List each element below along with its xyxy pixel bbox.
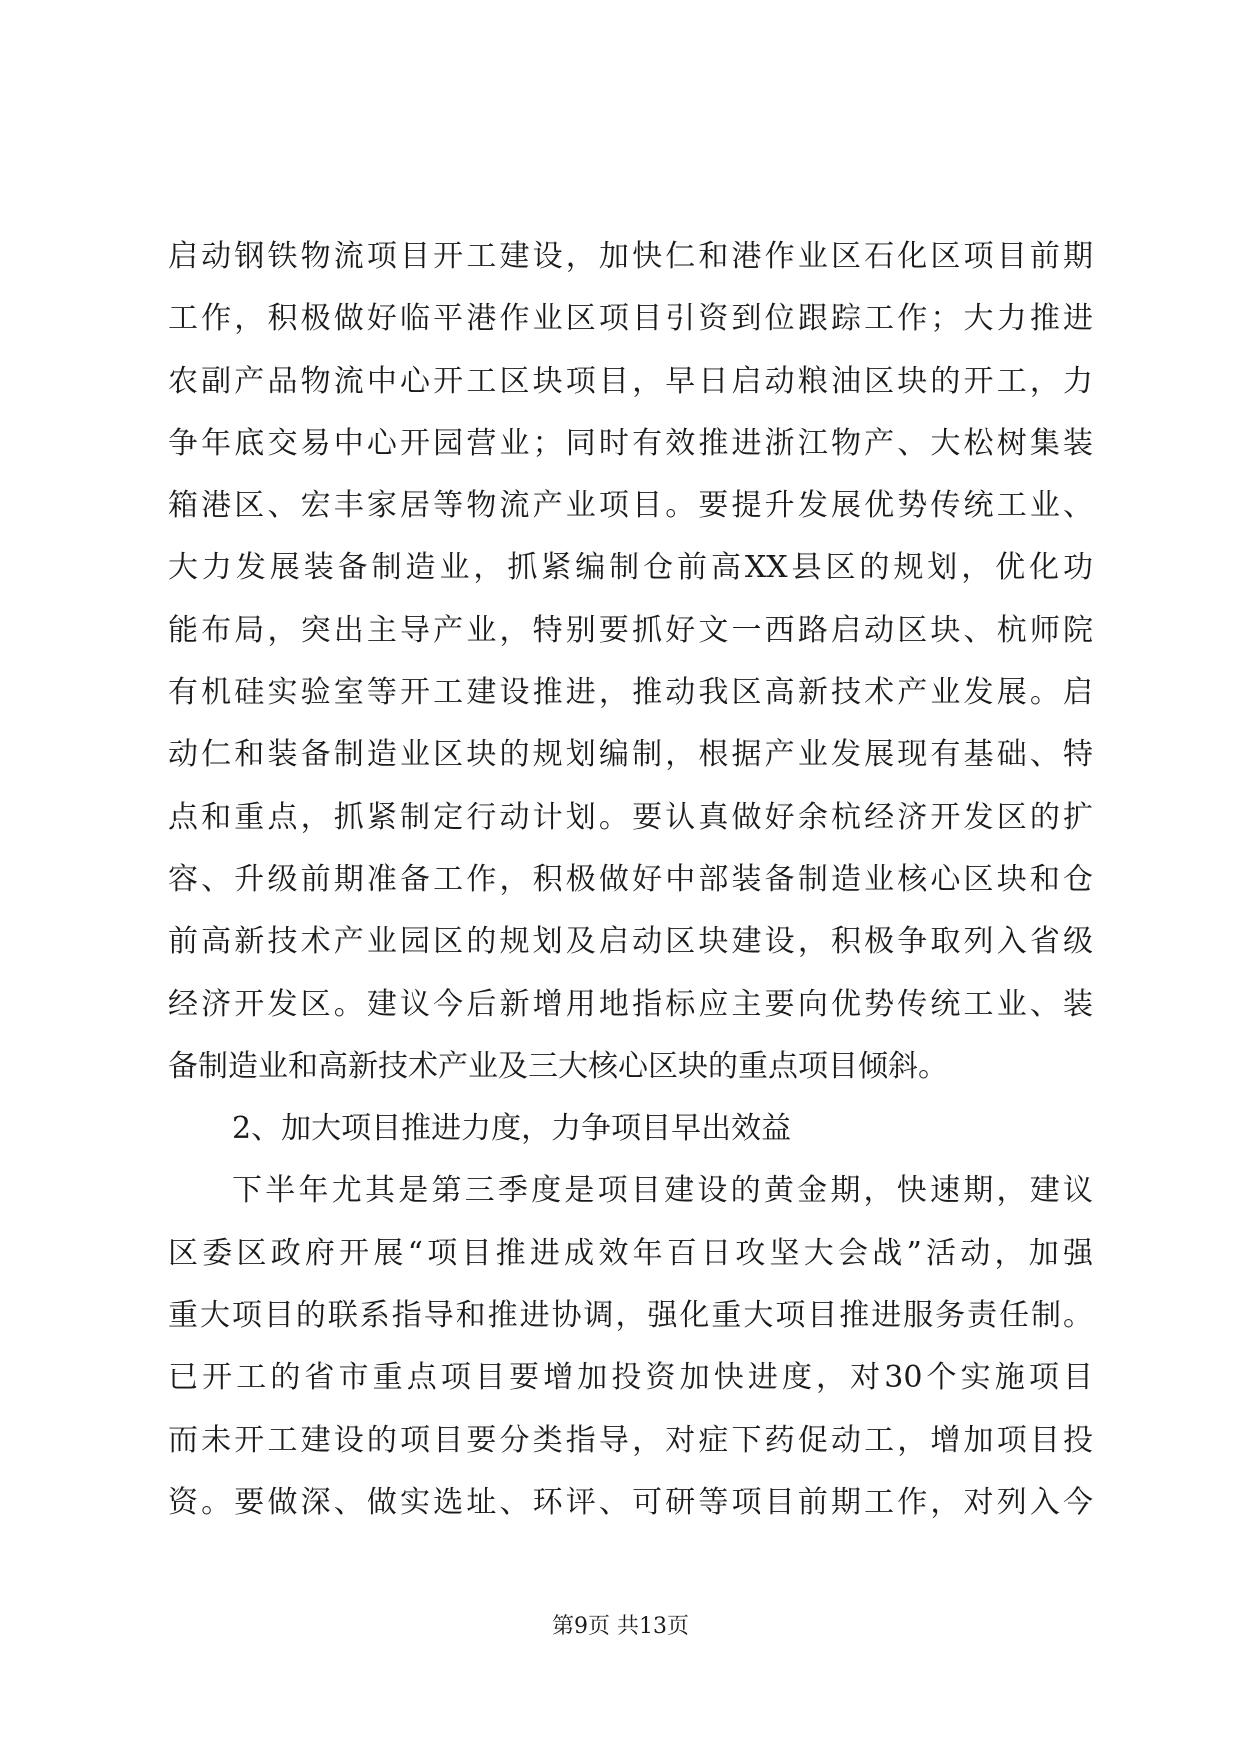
text-line: 区委区政府开展“项目推进成效年百日攻坚大会战”活动，加强 (168, 1235, 1093, 1271)
text-line: 前高新技术产业园区的规划及启动区块建设，积极争取列入省级 (168, 924, 1093, 960)
text-line: 容、升级前期准备工作，积极做好中部装备制造业核心区块和仓 (168, 861, 1093, 897)
section-heading: 2、加大项目推进力度，力争项目早出效益 (232, 1111, 792, 1147)
text-line: 启动钢铁物流项目开工建设，加快仁和港作业区石化区项目前期 (168, 239, 1093, 274)
text-line: 重大项目的联系指导和推进协调，强化重大项目推进服务责任制。 (168, 1298, 1093, 1334)
text-line: 经济开发区。建议今后新增用地指标应主要向优势传统工业、装 (168, 986, 1093, 1022)
text-line: 有机硅实验室等开工建设推进，推动我区高新技术产业发展。启 (168, 675, 1093, 711)
text-line: 大力发展装备制造业，抓紧编制仓前高XX县区的规划，优化功 (168, 550, 1093, 586)
text-line: 下半年尤其是第三季度是项目建设的黄金期，快速期，建议 (232, 1173, 1093, 1209)
text-line: 动仁和装备制造业区块的规划编制，根据产业发展现有基础、特 (168, 737, 1093, 773)
text-line: 资。要做深、做实选址、环评、可研等项目前期工作，对列入今 (168, 1484, 1093, 1520)
text-line: 能布局，突出主导产业，特别要抓好文一西路启动区块、杭师院 (168, 612, 1093, 648)
text-line: 争年底交易中心开园营业；同时有效推进浙江物产、大松树集装 (168, 425, 1093, 461)
text-line: 而未开工建设的项目要分类指导，对症下药促动工，增加项目投 (168, 1422, 1093, 1458)
text-line: 农副产品物流中心开工区块项目，早日启动粮油区块的开工，力 (168, 363, 1093, 399)
text-line: 工作，积极做好临平港作业区项目引资到位跟踪工作；大力推进 (168, 301, 1093, 337)
text-line: 已开工的省市重点项目要增加投资加快进度，对30个实施项目 (168, 1360, 1093, 1396)
page-number: 第9页 共13页 (552, 1614, 689, 1639)
text-line: 点和重点，抓紧制定行动计划。要认真做好余杭经济开发区的扩 (168, 799, 1093, 835)
text-line: 备制造业和高新技术产业及三大核心区块的重点项目倾斜。 (168, 1048, 948, 1084)
text-line: 箱港区、宏丰家居等物流产业项目。要提升发展优势传统工业、 (168, 488, 1093, 524)
body-text (168, 226, 1093, 1534)
